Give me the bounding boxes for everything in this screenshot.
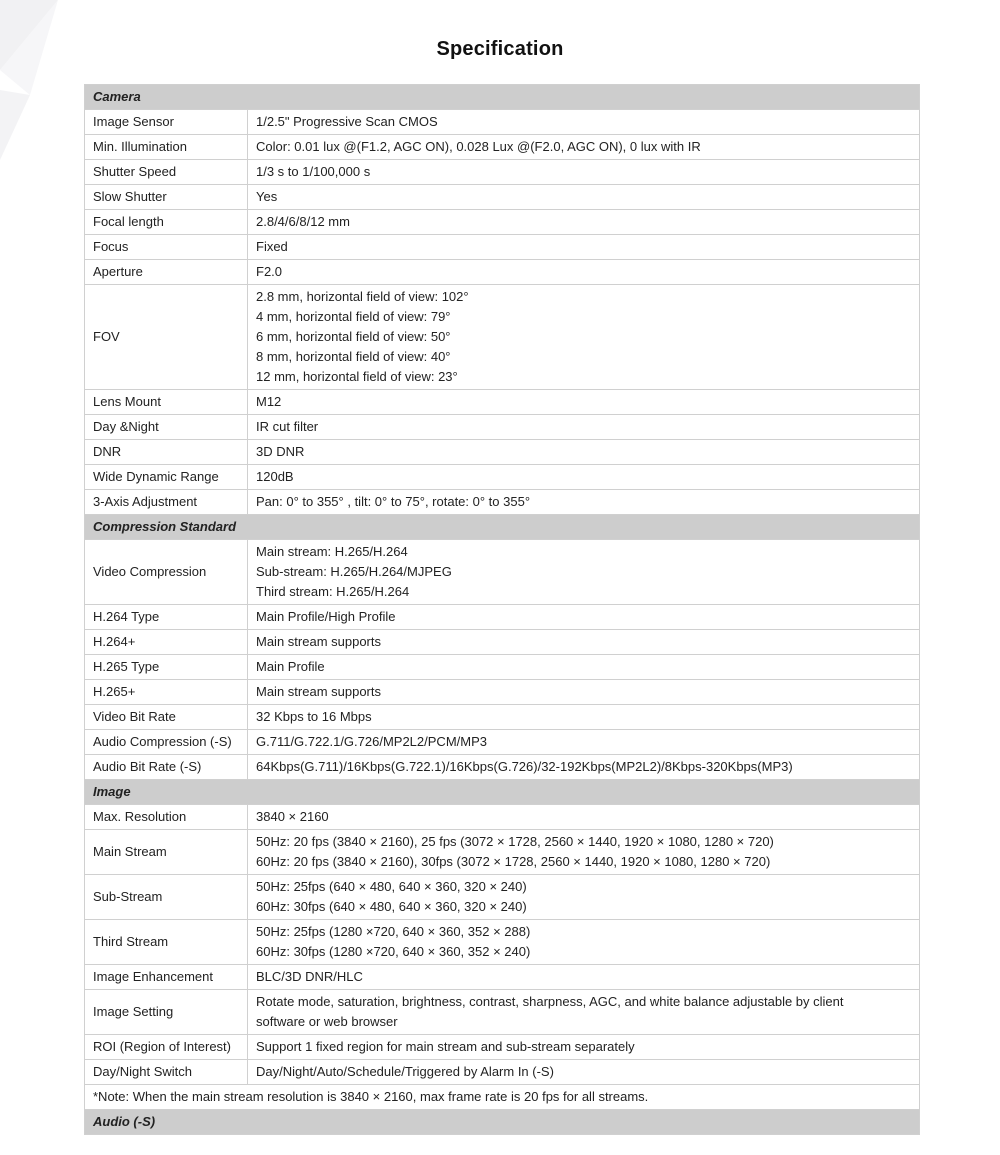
spec-label: Third Stream bbox=[85, 920, 248, 965]
spec-value: 1/2.5" Progressive Scan CMOS bbox=[248, 110, 920, 135]
spec-value-line: 60Hz: 20 fps (3840 × 2160), 30fps (3072 × 1728, 2560 × 1440, 1920 × 1080, 1280 × 720) bbox=[256, 854, 771, 869]
spec-row bbox=[85, 965, 920, 990]
page-title: Specification bbox=[436, 38, 564, 60]
spec-label: Audio Bit Rate (-S) bbox=[85, 755, 248, 780]
spec-value: Fixed bbox=[248, 235, 920, 260]
spec-row bbox=[85, 875, 920, 920]
spec-row bbox=[85, 210, 920, 235]
spec-value: Main stream supports bbox=[248, 630, 920, 655]
spec-value-line: Third stream: H.265/H.264 bbox=[256, 584, 410, 599]
spec-row bbox=[85, 655, 920, 680]
spec-value bbox=[248, 875, 920, 920]
spec-row bbox=[85, 1060, 920, 1085]
spec-row bbox=[85, 185, 920, 210]
spec-label: 3-Axis Adjustment bbox=[85, 490, 248, 515]
spec-label: Max. Resolution bbox=[85, 805, 248, 830]
spec-label: Day/Night Switch bbox=[85, 1060, 248, 1085]
spec-label: Min. Illumination bbox=[85, 135, 248, 160]
spec-value-line: Main stream: H.265/H.264 bbox=[256, 544, 408, 559]
spec-value: 1/3 s to 1/100,000 s bbox=[248, 160, 920, 185]
spec-value-line: Rotate mode, saturation, brightness, contrast, sharpness, AGC, and white balance adjustable by client bbox=[256, 994, 844, 1009]
spec-row bbox=[85, 135, 920, 160]
spec-row bbox=[85, 1035, 920, 1060]
spec-label: H.265+ bbox=[85, 680, 248, 705]
spec-label: Wide Dynamic Range bbox=[85, 465, 248, 490]
spec-label: H.265 Type bbox=[85, 655, 248, 680]
spec-row bbox=[85, 680, 920, 705]
spec-label: Video Compression bbox=[85, 540, 248, 605]
spec-row bbox=[85, 830, 920, 875]
spec-row bbox=[85, 605, 920, 630]
spec-value-line: 60Hz: 30fps (640 × 480, 640 × 360, 320 × 240) bbox=[256, 899, 527, 914]
spec-label: Aperture bbox=[85, 260, 248, 285]
spec-value: Color: 0.01 lux @(F1.2, AGC ON), 0.028 Lux @(F2.0, AGC ON), 0 lux with IR bbox=[248, 135, 920, 160]
spec-row bbox=[85, 160, 920, 185]
spec-value-line: 2.8 mm, horizontal field of view: 102° bbox=[256, 289, 469, 304]
spec-value: 3840 × 2160 bbox=[248, 805, 920, 830]
spec-label: Audio Compression (-S) bbox=[85, 730, 248, 755]
spec-value: F2.0 bbox=[248, 260, 920, 285]
specification-table-body bbox=[85, 85, 920, 1135]
spec-value-line: software or web browser bbox=[256, 1014, 398, 1029]
spec-label: Sub-Stream bbox=[85, 875, 248, 920]
section-title: Image bbox=[85, 780, 920, 805]
section-header-compression bbox=[85, 515, 920, 540]
spec-value-line: 4 mm, horizontal field of view: 79° bbox=[256, 309, 451, 324]
spec-value-line: 6 mm, horizontal field of view: 50° bbox=[256, 329, 451, 344]
spec-value-line: 50Hz: 20 fps (3840 × 2160), 25 fps (3072 × 1728, 2560 × 1440, 1920 × 1080, 1280 × 720) bbox=[256, 834, 774, 849]
spec-label: H.264+ bbox=[85, 630, 248, 655]
spec-value: Pan: 0° to 355° , tilt: 0° to 75°, rotate: 0° to 355° bbox=[248, 490, 920, 515]
spec-row bbox=[85, 705, 920, 730]
spec-row bbox=[85, 730, 920, 755]
spec-value: 2.8/4/6/8/12 mm bbox=[248, 210, 920, 235]
spec-value-line: 50Hz: 25fps (640 × 480, 640 × 360, 320 × 240) bbox=[256, 879, 527, 894]
spec-row bbox=[85, 415, 920, 440]
spec-row bbox=[85, 920, 920, 965]
spec-label: Main Stream bbox=[85, 830, 248, 875]
spec-value: Main Profile bbox=[248, 655, 920, 680]
spec-row bbox=[85, 440, 920, 465]
spec-value-line: 12 mm, horizontal field of view: 23° bbox=[256, 369, 458, 384]
spec-value bbox=[248, 540, 920, 605]
spec-label: H.264 Type bbox=[85, 605, 248, 630]
spec-label: Video Bit Rate bbox=[85, 705, 248, 730]
spec-row bbox=[85, 630, 920, 655]
spec-value-line: 50Hz: 25fps (1280 ×720, 640 × 360, 352 × 288) bbox=[256, 924, 531, 939]
spec-row bbox=[85, 755, 920, 780]
spec-label: Image Enhancement bbox=[85, 965, 248, 990]
spec-label: FOV bbox=[85, 285, 248, 390]
spec-value: 32 Kbps to 16 Mbps bbox=[248, 705, 920, 730]
section-header-audio bbox=[85, 1110, 920, 1135]
spec-row bbox=[85, 805, 920, 830]
spec-label: ROI (Region of Interest) bbox=[85, 1035, 248, 1060]
spec-value-line: 60Hz: 30fps (1280 ×720, 640 × 360, 352 × 240) bbox=[256, 944, 531, 959]
spec-value: Day/Night/Auto/Schedule/Triggered by Alarm In (-S) bbox=[248, 1060, 920, 1085]
spec-value-line: Sub-stream: H.265/H.264/MJPEG bbox=[256, 564, 452, 579]
spec-value bbox=[248, 830, 920, 875]
section-header-image bbox=[85, 780, 920, 805]
spec-label: Day &Night bbox=[85, 415, 248, 440]
spec-note-row bbox=[85, 1085, 920, 1110]
spec-value: Yes bbox=[248, 185, 920, 210]
spec-row bbox=[85, 285, 920, 390]
spec-label: Image Setting bbox=[85, 990, 248, 1035]
spec-value bbox=[248, 990, 920, 1035]
spec-value: Support 1 fixed region for main stream and sub-stream separately bbox=[248, 1035, 920, 1060]
spec-value: Main stream supports bbox=[248, 680, 920, 705]
spec-label: Focus bbox=[85, 235, 248, 260]
section-title: Audio (-S) bbox=[85, 1110, 920, 1135]
spec-value: 3D DNR bbox=[248, 440, 920, 465]
spec-value bbox=[248, 285, 920, 390]
spec-row bbox=[85, 390, 920, 415]
spec-row bbox=[85, 540, 920, 605]
spec-label: Slow Shutter bbox=[85, 185, 248, 210]
spec-value: Main Profile/High Profile bbox=[248, 605, 920, 630]
spec-row bbox=[85, 465, 920, 490]
spec-row bbox=[85, 990, 920, 1035]
section-header-camera bbox=[85, 85, 920, 110]
section-title: Compression Standard bbox=[85, 515, 920, 540]
spec-note: *Note: When the main stream resolution is 3840 × 2160, max frame rate is 20 fps for all streams. bbox=[85, 1085, 920, 1110]
section-title: Camera bbox=[85, 85, 920, 110]
spec-row bbox=[85, 110, 920, 135]
spec-value: G.711/G.722.1/G.726/MP2L2/PCM/MP3 bbox=[248, 730, 920, 755]
spec-row bbox=[85, 260, 920, 285]
spec-row bbox=[85, 490, 920, 515]
spec-label: DNR bbox=[85, 440, 248, 465]
spec-value: 64Kbps(G.711)/16Kbps(G.722.1)/16Kbps(G.726)/32-192Kbps(MP2L2)/8Kbps-320Kbps(MP3) bbox=[248, 755, 920, 780]
spec-value: 120dB bbox=[248, 465, 920, 490]
spec-value: BLC/3D DNR/HLC bbox=[248, 965, 920, 990]
spec-label: Focal length bbox=[85, 210, 248, 235]
spec-value bbox=[248, 920, 920, 965]
specification-table-wrap bbox=[84, 84, 919, 1135]
spec-label: Image Sensor bbox=[85, 110, 248, 135]
spec-row bbox=[85, 235, 920, 260]
spec-value: M12 bbox=[248, 390, 920, 415]
spec-value-line: 8 mm, horizontal field of view: 40° bbox=[256, 349, 451, 364]
specification-table bbox=[84, 84, 920, 1135]
spec-label: Lens Mount bbox=[85, 390, 248, 415]
corner-watermark bbox=[0, 0, 80, 170]
spec-label: Shutter Speed bbox=[85, 160, 248, 185]
spec-value: IR cut filter bbox=[248, 415, 920, 440]
